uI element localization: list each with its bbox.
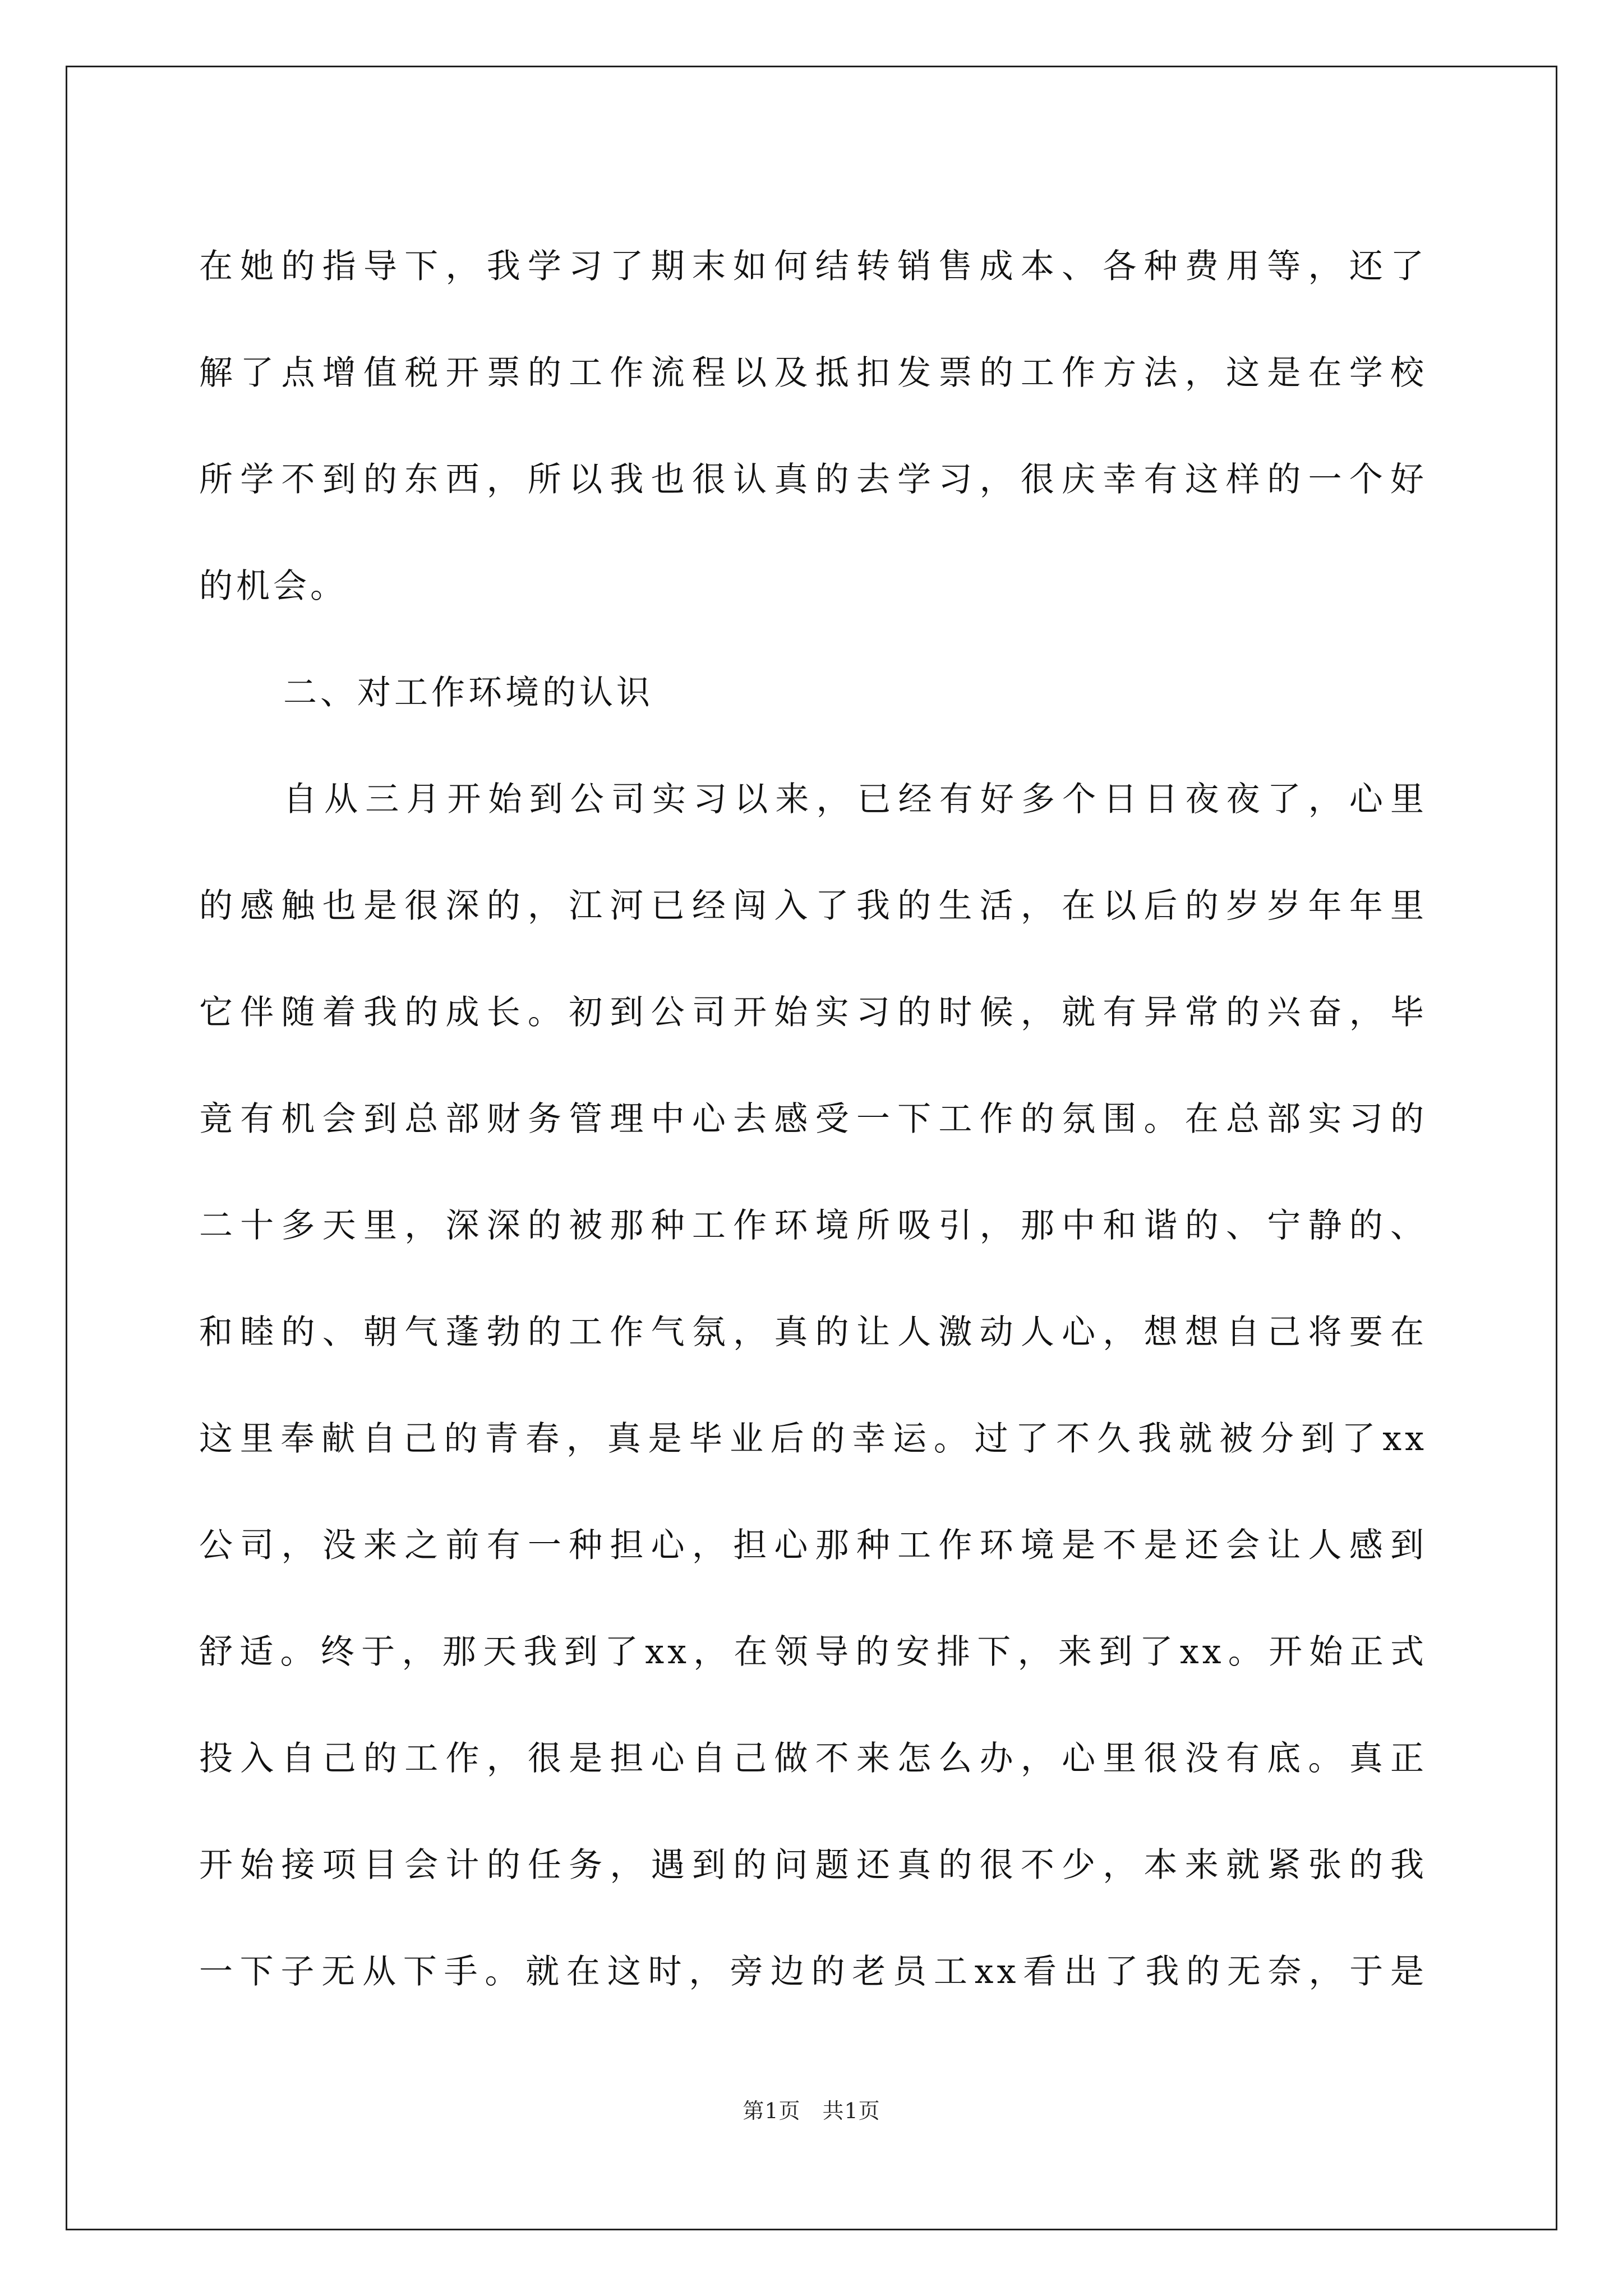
body-line: 和睦的、朝气蓬勃的工作气氛，真的让人激动人心，想想自己将要在 (199, 1313, 1427, 1352)
body-line: 的感触也是很深的，江河已经闯入了我的生活，在以后的岁岁年年里 (199, 886, 1427, 926)
body-line: 公司，没来之前有一种担心，担心那种工作环境是不是还会让人感到 (199, 1526, 1427, 1565)
body-line: 投入自己的工作，很是担心自己做不来怎么办，心里很没有底。真正 (199, 1739, 1427, 1778)
body-line: 一下子无从下手。就在这时，旁边的老员工xx看出了我的无奈，于是 (199, 1952, 1427, 1991)
body-line: 在她的指导下，我学习了期末如何结转销售成本、各种费用等，还了 (199, 247, 1427, 286)
section-heading: 二、对工作环境的认识 (283, 673, 653, 712)
document-body (199, 213, 1427, 2025)
body-line: 舒适。终于，那天我到了xx，在领导的安排下，来到了xx。开始正式 (199, 1632, 1427, 1672)
body-line: 这里奉献自己的青春，真是毕业后的幸运。过了不久我就被分到了xx (199, 1419, 1427, 1458)
body-line: 的机会。 (199, 567, 347, 606)
body-line: 二十多天里，深深的被那种工作环境所吸引，那中和谐的、宁静的、 (199, 1206, 1427, 1245)
body-line: 开始接项目会计的任务，遇到的问题还真的很不少，本来就紧张的我 (199, 1846, 1427, 1885)
page-number-footer: 第1页 共1页 (743, 2099, 880, 2123)
body-line: 竟有机会到总部财务管理中心去感受一下工作的氛围。在总部实习的 (199, 1099, 1427, 1139)
body-line: 自从三月开始到公司实习以来，已经有好多个日日夜夜了，心里 (283, 780, 1427, 819)
body-line: 它伴随着我的成长。初到公司开始实习的时候，就有异常的兴奋，毕 (199, 993, 1427, 1032)
body-line: 所学不到的东西，所以我也很认真的去学习，很庆幸有这样的一个好 (199, 460, 1427, 499)
body-line: 解了点增值税开票的工作流程以及抵扣发票的工作方法，这是在学校 (199, 353, 1427, 393)
